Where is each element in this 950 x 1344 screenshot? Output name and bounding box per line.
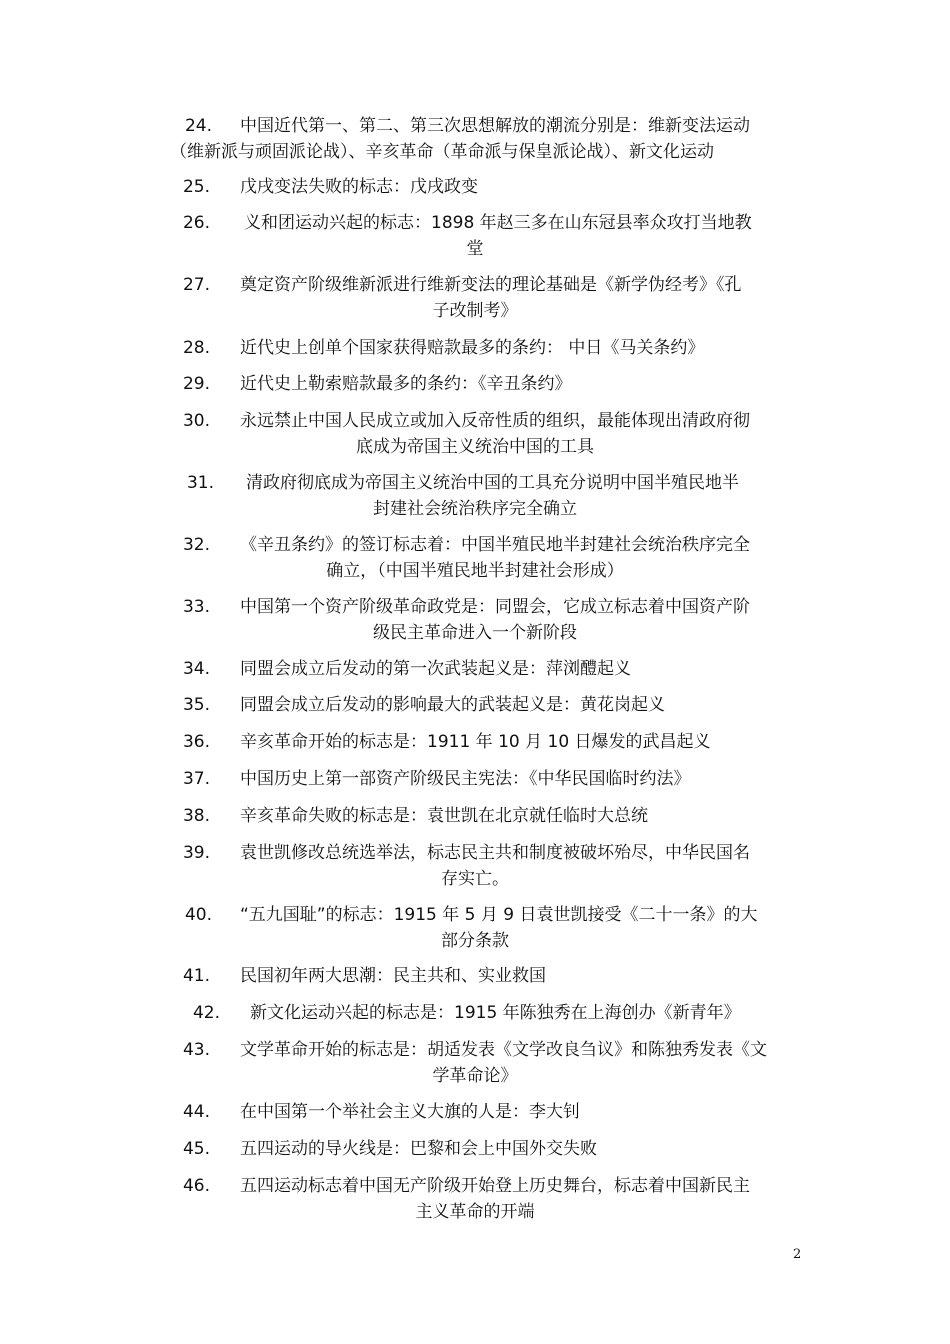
item-number: 37. [182, 769, 210, 789]
item-number: 31. [186, 473, 214, 493]
item-number: 32. [182, 535, 210, 555]
item-text-line1: 五四运动标志着中国无产阶级开始登上历史舞台，标志着中国新民主 [240, 1176, 750, 1196]
item-text-line1: 中国近代第一、第二、第三次思想解放的潮流分别是：维新变法运动 [240, 116, 750, 136]
page-number: 2 [793, 1247, 802, 1262]
item-number: 34. [182, 659, 210, 679]
item-text-line1: 文学革命开始的标志是：胡适发表《文学改良刍议》和陈独秀发表《文 [240, 1040, 767, 1060]
item-text-line1: 近代史上勒索赔款最多的条约：《辛丑条约》 [240, 374, 572, 394]
item-text-line1: 永远禁止中国人民成立或加入反帝性质的组织，最能体现出清政府彻 [240, 411, 750, 431]
item-number: 39. [182, 843, 210, 863]
item-text-line2: 确立，（中国半殖民地半封建社会形成） [326, 561, 624, 581]
item-number: 33. [182, 597, 210, 617]
item-text-line1: 清政府彻底成为帝国主义统治中国的工具充分说明中国半殖民地半 [246, 473, 739, 493]
item-number: 40. [184, 905, 212, 925]
item-text-line2: 存实亡。 [441, 869, 509, 889]
item-number: 27. [182, 275, 210, 295]
item-number: 28. [182, 338, 210, 358]
item-text-line1: 在中国第一个举社会主义大旗的人是：李大钊 [240, 1102, 580, 1122]
item-number: 36. [182, 732, 210, 752]
item-text-line1: 五四运动的导火线是：巴黎和会上中国外交失败 [240, 1139, 597, 1159]
item-text-line1: 辛亥革命开始的标志是：1911 年 10 月 10 日爆发的武昌起义 [240, 732, 711, 752]
item-text-line2: 子改制考》 [432, 301, 518, 321]
item-number: 26. [182, 213, 210, 233]
item-text-line1: 奠定资产阶级维新派进行维新变法的理论基础是《新学伪经考》《孔 [240, 275, 742, 295]
item-text-line1: 戊戌变法失败的标志：戊戌政变 [240, 177, 478, 197]
item-text-line2: 级民主革命进入一个新阶段 [373, 623, 577, 643]
item-text-line1: 同盟会成立后发动的第一次武装起义是：萍浏醴起义 [240, 659, 631, 679]
item-number: 25. [182, 177, 210, 197]
item-number: 43. [182, 1040, 210, 1060]
item-number: 45. [182, 1139, 210, 1159]
item-text-line1: 袁世凯修改总统选举法，标志民主共和制度被破坏殆尽，中华民国名 [240, 843, 750, 863]
item-text-line1: 新文化运动兴起的标志是：1915 年陈独秀在上海创办《新青年》 [250, 1003, 741, 1023]
item-number: 29. [182, 374, 210, 394]
item-text-line1: 中国第一个资产阶级革命政党是：同盟会，它成立标志着中国资产阶 [240, 597, 750, 617]
item-text-line1: 近代史上创单个国家获得赔款最多的条约： 中日《马关条约》 [240, 338, 705, 358]
item-text-line1: 民国初年两大思潮：民主共和、实业救国 [240, 966, 546, 986]
item-text-line1: 中国历史上第一部资产阶级民主宪法：《中华民国临时约法》 [240, 769, 691, 789]
item-number: 30. [182, 411, 210, 431]
item-number: 24. [184, 116, 212, 136]
item-number: 42. [192, 1003, 220, 1023]
item-text-line1: 义和团运动兴起的标志：1898 年赵三多在山东冠县率众攻打当地教 [244, 213, 752, 233]
item-number: 35. [182, 695, 210, 715]
item-text-line1: 《辛丑条约》的签订标志着：中国半殖民地半封建社会统治秩序完全 [240, 535, 750, 555]
item-text-line1: 辛亥革命失败的标志是：袁世凯在北京就任临时大总统 [240, 806, 648, 826]
item-number: 44. [182, 1102, 210, 1122]
item-text-line2: 部分条款 [441, 931, 509, 951]
item-text-line1: “五九国耻”的标志：1915 年 5 月 9 日袁世凯接受《二十一条》的大 [240, 905, 758, 925]
item-text-line2: 堂 [466, 239, 484, 259]
item-text-line1: 同盟会成立后发动的影响最大的武装起义是：黄花岗起义 [240, 695, 665, 715]
item-number: 46. [182, 1176, 210, 1196]
item-text-line2: 封建社会统治秩序完全确立 [373, 499, 577, 519]
item-number: 41. [182, 966, 210, 986]
item-text-line2: （维新派与顽固派论战）、辛亥革命（革命派与保皇派论战）、新文化运动 [170, 142, 714, 162]
item-text-line2: 学革命论》 [432, 1066, 518, 1086]
item-number: 38. [182, 806, 210, 826]
item-text-line2: 主义革命的开端 [415, 1202, 535, 1222]
item-text-line2: 底成为帝国主义统治中国的工具 [356, 437, 594, 457]
